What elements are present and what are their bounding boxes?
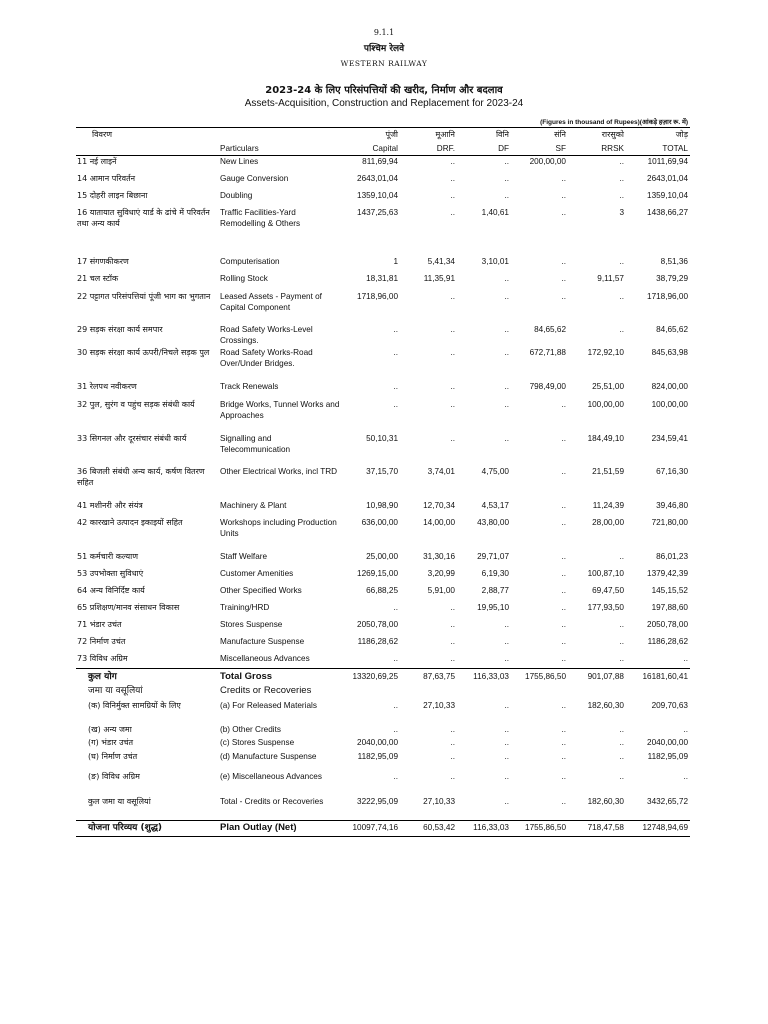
row-value-col-2: ..: [450, 174, 455, 183]
row-particular-english: Total - Credits or Recoveries: [220, 797, 324, 806]
row-particular-hindi: जमा या वसूलियां: [88, 686, 143, 696]
row-value-col-6: 2040,00,00: [647, 738, 688, 747]
row-particular-english: Signalling and Telecommunication: [220, 434, 291, 454]
row-value-col-6: 39,46,80: [656, 501, 688, 510]
row-value-col-4: ..: [561, 518, 566, 527]
row-particular-hindi: 16 यातायात सुविधाएं यार्ड के ढांचे में परिवर्तन तथा अन्य कार्य: [77, 208, 210, 228]
row-particular-hindi: (ख) अन्य जमा: [88, 725, 132, 734]
row-value-col-5: 182,60,30: [587, 797, 624, 806]
row-value-col-2: 5,41,34: [427, 257, 455, 266]
row-particular-english: Staff Welfare: [220, 552, 268, 561]
row-value-col-2: ..: [450, 208, 455, 217]
col-header-english-6: TOTAL: [662, 144, 688, 153]
row-value-col-6: 1186,28,62: [647, 637, 688, 646]
row-value-col-4: ..: [561, 752, 566, 761]
row-value-col-3: ..: [504, 174, 509, 183]
row-value-col-4: 1755,86,50: [525, 823, 566, 832]
row-particular-english: (d) Manufacture Suspense: [220, 752, 317, 761]
row-particular-hindi: 51 कर्मचारी कल्याण: [77, 552, 138, 561]
row-value-col-5: ..: [619, 620, 624, 629]
row-value-col-1: 37,15,70: [366, 467, 398, 476]
row-value-col-5: 901,07,88: [587, 672, 624, 681]
row-value-col-2: 11,35,91: [423, 274, 455, 283]
row-value-col-5: 11,24,39: [592, 501, 624, 510]
row-value-col-2: ..: [450, 654, 455, 663]
row-value-col-3: ..: [504, 325, 509, 334]
row-value-col-6: 100,00,00: [651, 400, 688, 409]
row-value-col-5: 100,87,10: [587, 569, 624, 578]
row-value-col-6: 1438,66,27: [647, 208, 688, 217]
row-value-col-3: ..: [504, 348, 509, 357]
row-value-col-4: ..: [561, 434, 566, 443]
row-value-col-6: ..: [683, 725, 688, 734]
row-particular-hindi: (ग) भंडार उचंत: [88, 738, 134, 747]
row-value-col-4: ..: [561, 797, 566, 806]
row-particular-english: Workshops including Production Units: [220, 518, 337, 538]
row-value-col-4: ..: [561, 620, 566, 629]
row-value-col-6: 145,15,52: [651, 586, 688, 595]
row-value-col-5: ..: [619, 752, 624, 761]
row-value-col-2: 60,53,42: [423, 823, 455, 832]
row-value-col-1: 636,00,00: [361, 518, 398, 527]
row-value-col-2: ..: [450, 725, 455, 734]
row-particular-english: Miscellaneous Advances: [220, 654, 310, 663]
row-particular-english: Gauge Conversion: [220, 174, 289, 183]
row-particular-hindi: योजना परिव्यय (शुद्ध): [88, 823, 163, 833]
row-particular-hindi: (ङ) विविध अग्रिम: [88, 772, 140, 781]
col-header-particulars-english: Particulars: [220, 144, 259, 153]
row-value-col-6: 209,70,63: [651, 701, 688, 710]
row-value-col-1: ..: [393, 603, 398, 612]
row-value-col-2: ..: [450, 325, 455, 334]
row-value-col-6: 1359,10,04: [647, 191, 688, 200]
col-header-english-4: SF: [555, 144, 566, 153]
row-value-col-4: ..: [561, 701, 566, 710]
row-value-col-3: 4,75,00: [481, 467, 509, 476]
row-particular-hindi: 11 नई लाइनें: [77, 157, 117, 166]
row-value-col-5: ..: [619, 157, 624, 166]
row-value-col-2: ..: [450, 752, 455, 761]
col-header-hindi-6: जोड़: [675, 130, 688, 139]
row-value-col-3: 6,19,30: [481, 569, 509, 578]
row-value-col-3: ..: [504, 434, 509, 443]
row-value-col-3: ..: [504, 157, 509, 166]
row-value-col-4: 798,49,00: [529, 382, 566, 391]
row-particular-english: Total Gross: [220, 671, 273, 682]
row-value-col-1: 1718,96,00: [357, 292, 398, 301]
row-value-col-4: ..: [561, 654, 566, 663]
units-note: (Figures in thousand of Rupees)(आंकड़े हज़ार रू. में): [540, 119, 688, 126]
row-particular-hindi: 17 संगणकीकरण: [77, 257, 129, 266]
row-value-col-2: 87,63,75: [423, 672, 455, 681]
row-value-col-4: ..: [561, 586, 566, 595]
row-value-col-2: ..: [450, 292, 455, 301]
row-value-col-1: 3222,95,09: [357, 797, 398, 806]
row-particular-english: Credits or Recoveries: [220, 685, 312, 696]
row-value-col-1: 1437,25,63: [357, 208, 398, 217]
row-value-col-4: ..: [561, 257, 566, 266]
row-value-col-2: ..: [450, 738, 455, 747]
row-value-col-4: ..: [561, 208, 566, 217]
row-value-col-5: 69,47,50: [592, 586, 624, 595]
row-value-col-5: 718,47,58: [587, 823, 624, 832]
row-value-col-6: 2643,01,04: [647, 174, 688, 183]
row-value-col-5: 25,51,00: [592, 382, 624, 391]
row-value-col-3: ..: [504, 292, 509, 301]
row-value-col-1: ..: [393, 348, 398, 357]
row-particular-english: Rolling Stock: [220, 274, 268, 283]
row-value-col-2: ..: [450, 603, 455, 612]
row-value-col-3: ..: [504, 738, 509, 747]
row-value-col-5: ..: [619, 772, 624, 781]
row-value-col-5: ..: [619, 738, 624, 747]
row-value-col-4: ..: [561, 292, 566, 301]
row-value-col-6: 8,51,36: [660, 257, 688, 266]
row-value-col-1: ..: [393, 400, 398, 409]
row-value-col-6: 2050,78,00: [647, 620, 688, 629]
row-particular-english: New Lines: [220, 157, 259, 166]
row-value-col-1: 1269,15,00: [357, 569, 398, 578]
row-value-col-4: 84,65,62: [534, 325, 566, 334]
col-header-english-2: DRF.: [436, 144, 455, 153]
row-particular-hindi: 71 भंडार उचंत: [77, 620, 122, 629]
row-value-col-5: ..: [619, 292, 624, 301]
row-value-col-1: 811,69,94: [362, 157, 398, 166]
row-value-col-5: ..: [619, 637, 624, 646]
row-value-col-4: ..: [561, 637, 566, 646]
row-value-col-3: ..: [504, 772, 509, 781]
row-value-col-2: ..: [450, 348, 455, 357]
row-value-col-4: 200,00,00: [529, 157, 566, 166]
row-value-col-4: ..: [561, 174, 566, 183]
row-value-col-1: 1182,95,09: [357, 752, 398, 761]
row-value-col-4: ..: [561, 569, 566, 578]
col-header-english-3: DF: [498, 144, 509, 153]
row-particular-english: (e) Miscellaneous Advances: [220, 772, 322, 781]
row-value-col-1: 10,98,90: [366, 501, 398, 510]
row-particular-hindi: 41 मशीनरी और संयंत्र: [77, 501, 143, 510]
row-particular-hindi: कुल जमा या वसूलियां: [88, 797, 151, 806]
row-value-col-5: 184,49,10: [587, 434, 624, 443]
row-value-col-2: ..: [450, 382, 455, 391]
row-particular-hindi: 32 पुल, सुरंग व पहुंच सड़क संबंधी कार्य: [77, 400, 195, 409]
row-particular-hindi: 14 आमान परिवर्तन: [77, 174, 136, 183]
row-particular-english: Training/HRD: [220, 603, 270, 612]
row-value-col-5: 3: [619, 208, 624, 217]
row-value-col-6: 12748,94,69: [642, 823, 688, 832]
row-value-col-1: 2040,00,00: [357, 738, 398, 747]
row-value-col-3: 116,33,03: [473, 823, 509, 832]
row-particular-hindi: 22 पट्टागत परिसंपत्तियां पूंजी भाग का भुगतान: [77, 292, 211, 301]
col-header-hindi-5: रारसुको: [601, 130, 624, 139]
row-value-col-4: ..: [561, 725, 566, 734]
row-particular-english: (a) For Released Materials: [220, 701, 317, 710]
row-value-col-2: 14,00,00: [423, 518, 455, 527]
row-value-col-6: 1379,42,39: [647, 569, 688, 578]
row-value-col-5: 182,60,30: [587, 701, 624, 710]
row-value-col-1: 1186,28,62: [357, 637, 398, 646]
row-value-col-2: ..: [450, 637, 455, 646]
row-particular-hindi: कुल योग: [88, 672, 117, 682]
row-particular-english: Doubling: [220, 191, 253, 200]
row-value-col-5: ..: [619, 174, 624, 183]
row-value-col-2: ..: [450, 620, 455, 629]
row-value-col-6: 67,16,30: [656, 467, 688, 476]
row-particular-hindi: (घ) निर्माण उचंत: [88, 752, 138, 761]
col-header-hindi-3: विनि: [495, 130, 509, 139]
col-header-hindi-4: संनि: [554, 130, 566, 139]
row-particular-english: Bridge Works, Tunnel Works and Approaches: [220, 400, 340, 420]
row-value-col-1: ..: [393, 325, 398, 334]
row-particular-english: Leased Assets - Payment of Capital Component: [220, 292, 322, 312]
row-value-col-3: 1,40,61: [481, 208, 509, 217]
row-value-col-3: ..: [504, 637, 509, 646]
col-header-english-1: Capital: [372, 144, 398, 153]
row-particular-english: Track Renewals: [220, 382, 279, 391]
row-particular-english: Manufacture Suspense: [220, 637, 305, 646]
row-particular-hindi: 36 बिजली संबंधी अन्य कार्य, कर्षण वितरण सहित: [77, 467, 205, 487]
row-value-col-2: ..: [450, 191, 455, 200]
row-value-col-1: 2643,01,04: [357, 174, 398, 183]
row-particular-english: (b) Other Credits: [220, 725, 281, 734]
header-top-rule: [76, 127, 690, 128]
railway-name-hindi: पश्चिम रेलवे: [363, 44, 405, 54]
total-gross-top-rule: [76, 668, 690, 669]
row-value-col-3: ..: [504, 274, 509, 283]
row-value-col-1: 50,10,31: [366, 434, 398, 443]
row-value-col-4: ..: [561, 501, 566, 510]
row-value-col-1: 25,00,00: [366, 552, 398, 561]
row-value-col-6: 86,01,23: [656, 552, 688, 561]
row-value-col-6: 234,59,41: [651, 434, 688, 443]
row-value-col-6: 16181,60,41: [642, 672, 688, 681]
row-value-col-3: ..: [504, 400, 509, 409]
row-value-col-6: 845,63,98: [651, 348, 688, 357]
row-value-col-6: ..: [683, 654, 688, 663]
row-value-col-1: ..: [393, 654, 398, 663]
row-value-col-6: 824,00,00: [651, 382, 688, 391]
col-header-hindi-1: पूंजी: [385, 130, 398, 139]
row-value-col-4: ..: [561, 191, 566, 200]
row-particular-english: Computerisation: [220, 257, 280, 266]
row-value-col-4: ..: [561, 552, 566, 561]
row-particular-hindi: 72 निर्माण उचंत: [77, 637, 126, 646]
row-value-col-6: 38,79,29: [656, 274, 688, 283]
row-value-col-1: ..: [393, 725, 398, 734]
row-particular-hindi: 21 चल स्टॉक: [77, 274, 119, 283]
row-value-col-3: ..: [504, 382, 509, 391]
row-value-col-3: ..: [504, 620, 509, 629]
row-value-col-2: 3,74,01: [427, 467, 455, 476]
row-value-col-6: 84,65,62: [656, 325, 688, 334]
row-value-col-5: 177,93,50: [587, 603, 624, 612]
row-value-col-6: 1011,69,94: [647, 157, 688, 166]
page-number: 9.1.1: [373, 28, 395, 37]
row-value-col-6: 1182,95,09: [647, 752, 688, 761]
row-value-col-2: ..: [450, 772, 455, 781]
row-value-col-5: 100,00,00: [587, 400, 624, 409]
row-value-col-4: ..: [561, 603, 566, 612]
row-value-col-3: ..: [504, 701, 509, 710]
row-value-col-5: ..: [619, 191, 624, 200]
col-header-english-5: RRSK: [601, 144, 624, 153]
row-value-col-6: ..: [683, 772, 688, 781]
row-value-col-3: ..: [504, 752, 509, 761]
row-particular-hindi: 64 अन्य विनिर्दिष्ट कार्य: [77, 586, 145, 595]
row-value-col-5: ..: [619, 654, 624, 663]
row-particular-english: Traffic Facilities-Yard Remodelling & Others: [220, 208, 301, 228]
row-value-col-1: ..: [393, 701, 398, 710]
col-header-hindi-2: मूआनि: [435, 130, 455, 139]
row-value-col-2: ..: [450, 400, 455, 409]
row-value-col-2: 3,20,99: [427, 569, 455, 578]
table-title-english: Assets-Acquisition, Construction and Replacement for 2023-24: [244, 98, 524, 109]
row-value-col-6: 197,88,60: [651, 603, 688, 612]
row-value-col-1: 10097,74,16: [352, 823, 398, 832]
row-value-col-5: 28,00,00: [592, 518, 624, 527]
row-particular-hindi: 73 विविध अग्रिम: [77, 654, 128, 663]
row-value-col-3: ..: [504, 797, 509, 806]
row-particular-english: (c) Stores Suspense: [220, 738, 295, 747]
row-particular-english: Other Specified Works: [220, 586, 302, 595]
row-particular-hindi: 65 प्रशिक्षण/मानव संसाधन विकास: [77, 603, 180, 612]
row-particular-hindi: 30 सड़क संरक्षा कार्य ऊपरी/निचले सड़क पुल: [77, 348, 210, 357]
row-value-col-3: ..: [504, 725, 509, 734]
row-value-col-4: 1755,86,50: [525, 672, 566, 681]
row-particular-english: Other Electrical Works, incl TRD: [220, 467, 338, 476]
row-value-col-3: 43,80,00: [477, 518, 509, 527]
row-value-col-1: 66,88,25: [366, 586, 398, 595]
row-particular-hindi: (क) विनिर्मुक्त सामग्रियों के लिए: [88, 701, 181, 710]
row-value-col-3: ..: [504, 191, 509, 200]
plan-outlay-bottom-rule: [76, 836, 690, 837]
row-value-col-4: 672,71,88: [529, 348, 566, 357]
row-value-col-4: ..: [561, 467, 566, 476]
row-value-col-6: 1718,96,00: [647, 292, 688, 301]
row-value-col-2: 31,30,16: [423, 552, 455, 561]
row-value-col-6: 721,80,00: [651, 518, 688, 527]
row-particular-hindi: 15 दोहरी लाइन बिछाना: [77, 191, 148, 200]
row-value-col-4: ..: [561, 400, 566, 409]
row-value-col-3: 3,10,01: [481, 257, 509, 266]
row-value-col-5: ..: [619, 325, 624, 334]
row-value-col-4: ..: [561, 274, 566, 283]
col-header-particulars-hindi: विवरण: [92, 130, 113, 139]
row-particular-english: Customer Amenities: [220, 569, 294, 578]
row-particular-english: Road Safety Works-Level Crossings.: [220, 325, 313, 345]
row-value-col-1: 1: [393, 257, 398, 266]
row-value-col-1: ..: [393, 772, 398, 781]
row-value-col-5: ..: [619, 725, 624, 734]
row-value-col-5: 172,92,10: [587, 348, 624, 357]
row-value-col-2: ..: [450, 157, 455, 166]
row-value-col-2: 12,70,34: [423, 501, 455, 510]
row-value-col-5: ..: [619, 552, 624, 561]
row-value-col-6: 3432,65,72: [647, 797, 688, 806]
row-particular-hindi: 33 सिगनल और दूरसंचार संबंधी कार्य: [77, 434, 187, 443]
row-particular-english: Stores Suspense: [220, 620, 283, 629]
table-title-hindi: 2023-24 के लिए परिसंपत्तियों की खरीद, निर्माण और बदलाव: [265, 85, 503, 96]
row-value-col-4: ..: [561, 738, 566, 747]
row-particular-hindi: 42 कारखाने उत्पादन इकाइयों सहित: [77, 518, 183, 527]
header-bottom-rule: [76, 155, 690, 156]
row-value-col-5: ..: [619, 257, 624, 266]
row-value-col-4: ..: [561, 772, 566, 781]
row-value-col-3: 116,33,03: [473, 672, 509, 681]
row-value-col-3: 29,71,07: [477, 552, 509, 561]
row-particular-english: Machinery & Plant: [220, 501, 287, 510]
row-value-col-1: 18,31,81: [366, 274, 398, 283]
row-value-col-2: 27,10,33: [423, 701, 455, 710]
railway-name-english: WESTERN RAILWAY: [340, 59, 428, 68]
row-value-col-2: 5,91,00: [427, 586, 455, 595]
row-value-col-3: 4,53,17: [481, 501, 509, 510]
row-particular-english: Road Safety Works-Road Over/Under Bridges.: [220, 348, 313, 368]
row-particular-english: Plan Outlay (Net): [220, 822, 297, 833]
row-value-col-1: ..: [393, 382, 398, 391]
row-value-col-1: 2050,78,00: [357, 620, 398, 629]
row-particular-hindi: 53 उपभोक्ता सुविधाएं: [77, 569, 144, 578]
row-value-col-2: 27,10,33: [423, 797, 455, 806]
row-particular-hindi: 31 रेलपथ नवीकरण: [77, 382, 137, 391]
row-value-col-3: 2,88,77: [481, 586, 509, 595]
row-particular-hindi: 29 सड़क संरक्षा कार्य समपार: [77, 325, 163, 334]
row-value-col-5: 21,51,59: [592, 467, 624, 476]
row-value-col-5: 9,11,57: [597, 274, 624, 283]
row-value-col-3: ..: [504, 654, 509, 663]
row-value-col-3: 19,95,10: [477, 603, 509, 612]
row-value-col-1: 1359,10,04: [357, 191, 398, 200]
row-value-col-1: 13320,69,25: [352, 672, 398, 681]
plan-outlay-top-rule: [76, 820, 690, 821]
row-value-col-2: ..: [450, 434, 455, 443]
